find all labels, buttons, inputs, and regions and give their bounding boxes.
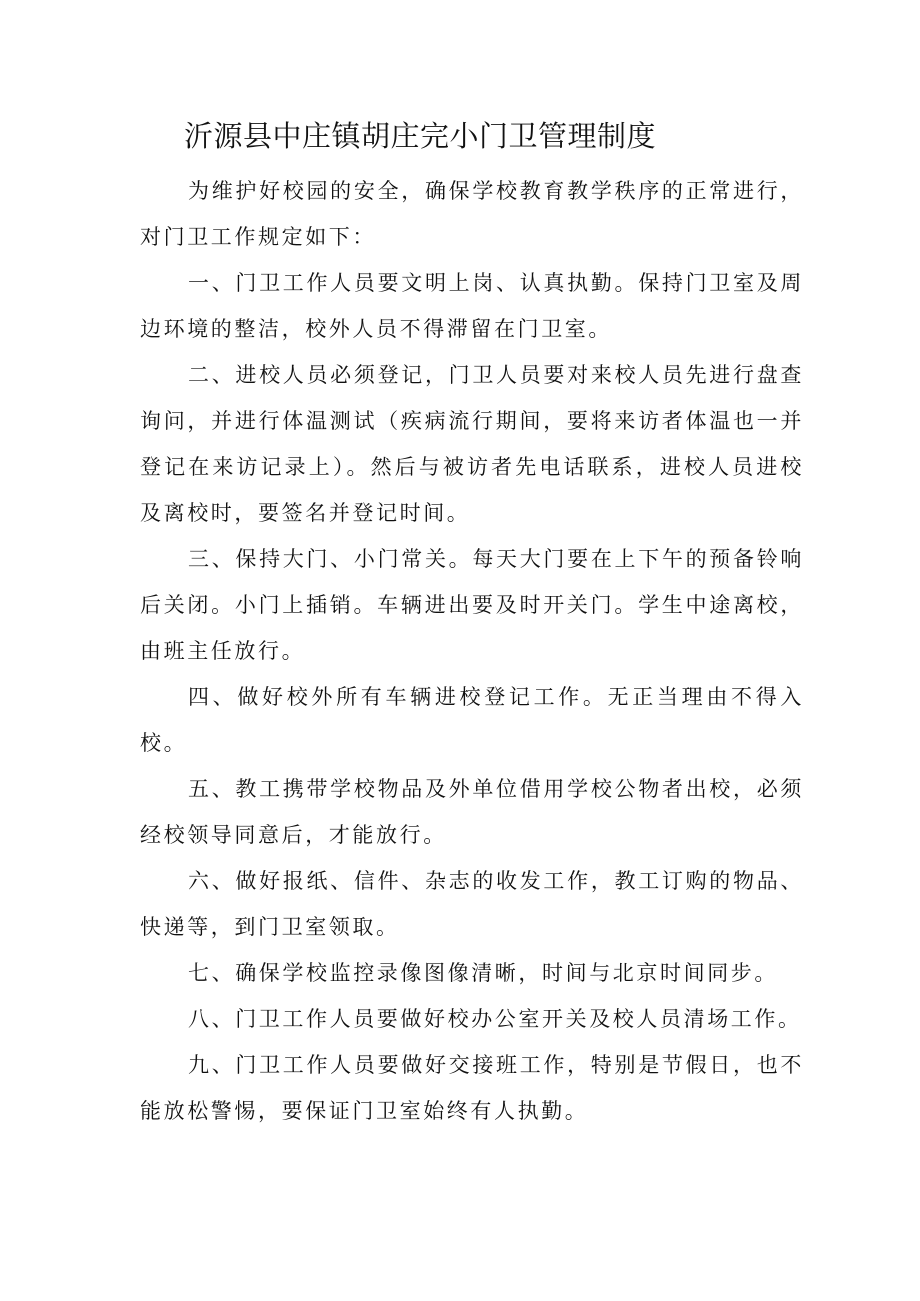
paragraph-rule-4: 四、做好校外所有车辆进校登记工作。无正当理由不得入校。 <box>140 685 804 755</box>
paragraph-rule-5: 五、教工携带学校物品及外单位借用学校公物者出校，必须经校领导同意后，才能放行。 <box>140 777 804 847</box>
paragraph-rule-6: 六、做好报纸、信件、杂志的收发工作，教工订购的物品、快递等，到门卫室领取。 <box>140 869 804 939</box>
paragraph-rule-7: 七、确保学校监控录像图像清晰，时间与北京时间同步。 <box>188 961 778 985</box>
paragraph-rule-8: 八、门卫工作人员要做好校办公室开关及校人员清场工作。 <box>188 1007 802 1031</box>
paragraph-intro: 为维护好校园的安全，确保学校教育教学秩序的正常进行，对门卫工作规定如下： <box>140 179 804 249</box>
paragraph-rule-2: 二、进校人员必须登记，门卫人员要对来校人员先进行盘查询问，并进行体温测试（疾病流行期间，要将来访者体温也一并登记在来访记录上）。然后与被访者先电话联系，进校人员进校及离校时，要签名并登记时间。 <box>140 363 804 525</box>
document-title: 沂源县中庄镇胡庄完小门卫管理制度 <box>184 119 657 153</box>
paragraph-rule-3: 三、保持大门、小门常关。每天大门要在上下午的预备铃响后关闭。小门上插销。车辆进出要及时开关门。学生中途离校，由班主任放行。 <box>140 547 804 663</box>
document-body <box>140 168 804 1134</box>
paragraph-rule-1: 一、门卫工作人员要文明上岗、认真执勤。保持门卫室及周边环境的整洁，校外人员不得滞留在门卫室。 <box>140 271 804 341</box>
paragraph-rule-9: 九、门卫工作人员要做好交接班工作，特别是节假日，也不能放松警惕，要保证门卫室始终有人执勤。 <box>140 1053 804 1123</box>
